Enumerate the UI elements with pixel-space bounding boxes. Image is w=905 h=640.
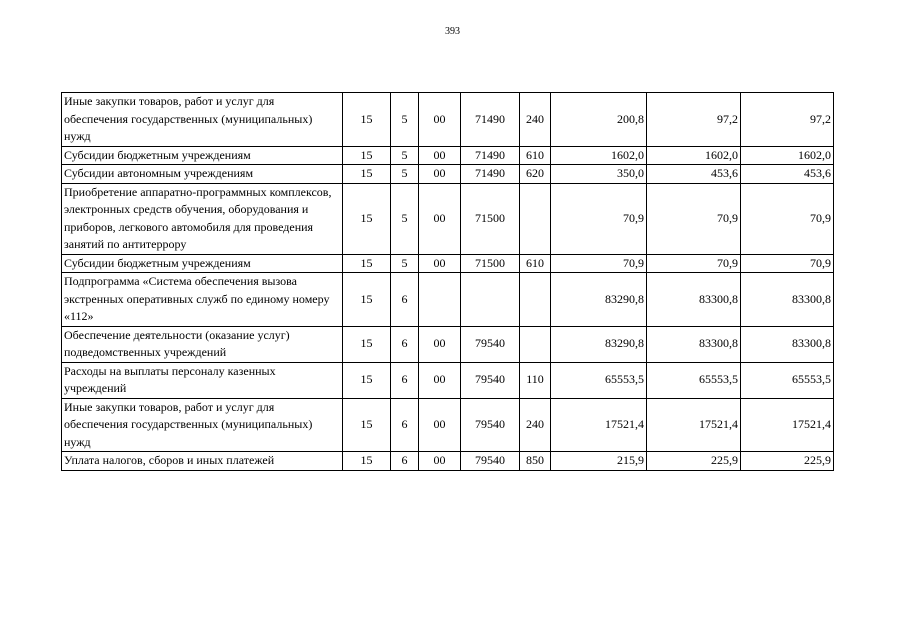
direction-code-cell: 71490: [461, 146, 520, 165]
amount-year-1-cell: 200,8: [551, 93, 647, 147]
amount-year-3-cell: 453,6: [741, 165, 834, 184]
expense-type-code-cell: [520, 273, 551, 327]
subprogram-code-cell: 6: [391, 398, 419, 452]
table-row: [62, 165, 834, 184]
amount-year-3-cell: 225,9: [741, 452, 834, 471]
expense-type-code-cell: [520, 183, 551, 254]
expense-type-code-cell: 610: [520, 254, 551, 273]
subprogram-code-cell: 5: [391, 254, 419, 273]
direction-code-cell: [461, 273, 520, 327]
main-activity-code-cell: 00: [419, 326, 461, 362]
expense-type-code-cell: 610: [520, 146, 551, 165]
subprogram-code-cell: 6: [391, 452, 419, 471]
amount-year-3-cell: 70,9: [741, 183, 834, 254]
expense-type-code-cell: 110: [520, 362, 551, 398]
expense-type-code-cell: 240: [520, 398, 551, 452]
expense-name-cell: Субсидии бюджетным учреждениям: [62, 146, 343, 165]
main-activity-code-cell: 00: [419, 93, 461, 147]
main-activity-code-cell: 00: [419, 362, 461, 398]
amount-year-2-cell: 225,9: [647, 452, 741, 471]
amount-year-3-cell: 97,2: [741, 93, 834, 147]
amount-year-3-cell: 17521,4: [741, 398, 834, 452]
program-code-cell: 15: [343, 93, 391, 147]
table-row: [62, 93, 834, 147]
program-code-cell: 15: [343, 362, 391, 398]
direction-code-cell: 71500: [461, 254, 520, 273]
direction-code-cell: 79540: [461, 326, 520, 362]
expense-name-cell: Субсидии автономным учреждениям: [62, 165, 343, 184]
subprogram-code-cell: 5: [391, 93, 419, 147]
expense-type-code-cell: 850: [520, 452, 551, 471]
main-activity-code-cell: 00: [419, 183, 461, 254]
table-row: [62, 362, 834, 398]
table-row: [62, 254, 834, 273]
amount-year-1-cell: 83290,8: [551, 326, 647, 362]
direction-code-cell: 71490: [461, 93, 520, 147]
table-row: [62, 183, 834, 254]
amount-year-1-cell: 70,9: [551, 183, 647, 254]
subprogram-code-cell: 6: [391, 273, 419, 327]
amount-year-1-cell: 350,0: [551, 165, 647, 184]
amount-year-1-cell: 17521,4: [551, 398, 647, 452]
program-code-cell: 15: [343, 273, 391, 327]
amount-year-2-cell: 65553,5: [647, 362, 741, 398]
amount-year-2-cell: 70,9: [647, 183, 741, 254]
program-code-cell: 15: [343, 326, 391, 362]
main-activity-code-cell: [419, 273, 461, 327]
amount-year-3-cell: 83300,8: [741, 326, 834, 362]
subprogram-code-cell: 5: [391, 165, 419, 184]
amount-year-3-cell: 1602,0: [741, 146, 834, 165]
program-code-cell: 15: [343, 254, 391, 273]
main-activity-code-cell: 00: [419, 254, 461, 273]
table-row: [62, 398, 834, 452]
table-row: [62, 326, 834, 362]
subprogram-code-cell: 6: [391, 326, 419, 362]
expense-name-cell: Иные закупки товаров, работ и услуг для обеспечения государственных (муниципальных) нужд: [62, 93, 343, 147]
amount-year-1-cell: 1602,0: [551, 146, 647, 165]
program-code-cell: 15: [343, 183, 391, 254]
amount-year-1-cell: 65553,5: [551, 362, 647, 398]
direction-code-cell: 79540: [461, 452, 520, 471]
budget-table: [61, 92, 834, 471]
amount-year-2-cell: 1602,0: [647, 146, 741, 165]
amount-year-2-cell: 70,9: [647, 254, 741, 273]
amount-year-2-cell: 83300,8: [647, 326, 741, 362]
main-activity-code-cell: 00: [419, 452, 461, 471]
expense-name-cell: Уплата налогов, сборов и иных платежей: [62, 452, 343, 471]
program-code-cell: 15: [343, 165, 391, 184]
expense-name-cell: Субсидии бюджетным учреждениям: [62, 254, 343, 273]
amount-year-2-cell: 17521,4: [647, 398, 741, 452]
main-activity-code-cell: 00: [419, 165, 461, 184]
table-row: [62, 273, 834, 327]
expense-type-code-cell: 620: [520, 165, 551, 184]
table-row: [62, 452, 834, 471]
table-row: [62, 146, 834, 165]
subprogram-code-cell: 5: [391, 146, 419, 165]
amount-year-2-cell: 453,6: [647, 165, 741, 184]
direction-code-cell: 79540: [461, 398, 520, 452]
direction-code-cell: 71500: [461, 183, 520, 254]
main-activity-code-cell: 00: [419, 146, 461, 165]
amount-year-2-cell: 97,2: [647, 93, 741, 147]
program-code-cell: 15: [343, 452, 391, 471]
expense-name-cell: Подпрограмма «Система обеспечения вызова экстренных оперативных служб по единому номеру «112»: [62, 273, 343, 327]
page-number: 393: [445, 26, 460, 37]
amount-year-3-cell: 70,9: [741, 254, 834, 273]
amount-year-2-cell: 83300,8: [647, 273, 741, 327]
program-code-cell: 15: [343, 398, 391, 452]
expense-name-cell: Обеспечение деятельности (оказание услуг) подведомственных учреждений: [62, 326, 343, 362]
expense-type-code-cell: [520, 326, 551, 362]
direction-code-cell: 71490: [461, 165, 520, 184]
amount-year-1-cell: 215,9: [551, 452, 647, 471]
program-code-cell: 15: [343, 146, 391, 165]
main-activity-code-cell: 00: [419, 398, 461, 452]
expense-name-cell: Расходы на выплаты персоналу казенных учреждений: [62, 362, 343, 398]
subprogram-code-cell: 5: [391, 183, 419, 254]
amount-year-1-cell: 70,9: [551, 254, 647, 273]
expense-name-cell: Иные закупки товаров, работ и услуг для обеспечения государственных (муниципальных) нужд: [62, 398, 343, 452]
expense-type-code-cell: 240: [520, 93, 551, 147]
subprogram-code-cell: 6: [391, 362, 419, 398]
amount-year-3-cell: 65553,5: [741, 362, 834, 398]
direction-code-cell: 79540: [461, 362, 520, 398]
amount-year-3-cell: 83300,8: [741, 273, 834, 327]
expense-name-cell: Приобретение аппаратно-программных комплексов, электронных средств обучения, оборудования и приборов, легкового автомобиля для проведения занятий по антитеррору: [62, 183, 343, 254]
amount-year-1-cell: 83290,8: [551, 273, 647, 327]
